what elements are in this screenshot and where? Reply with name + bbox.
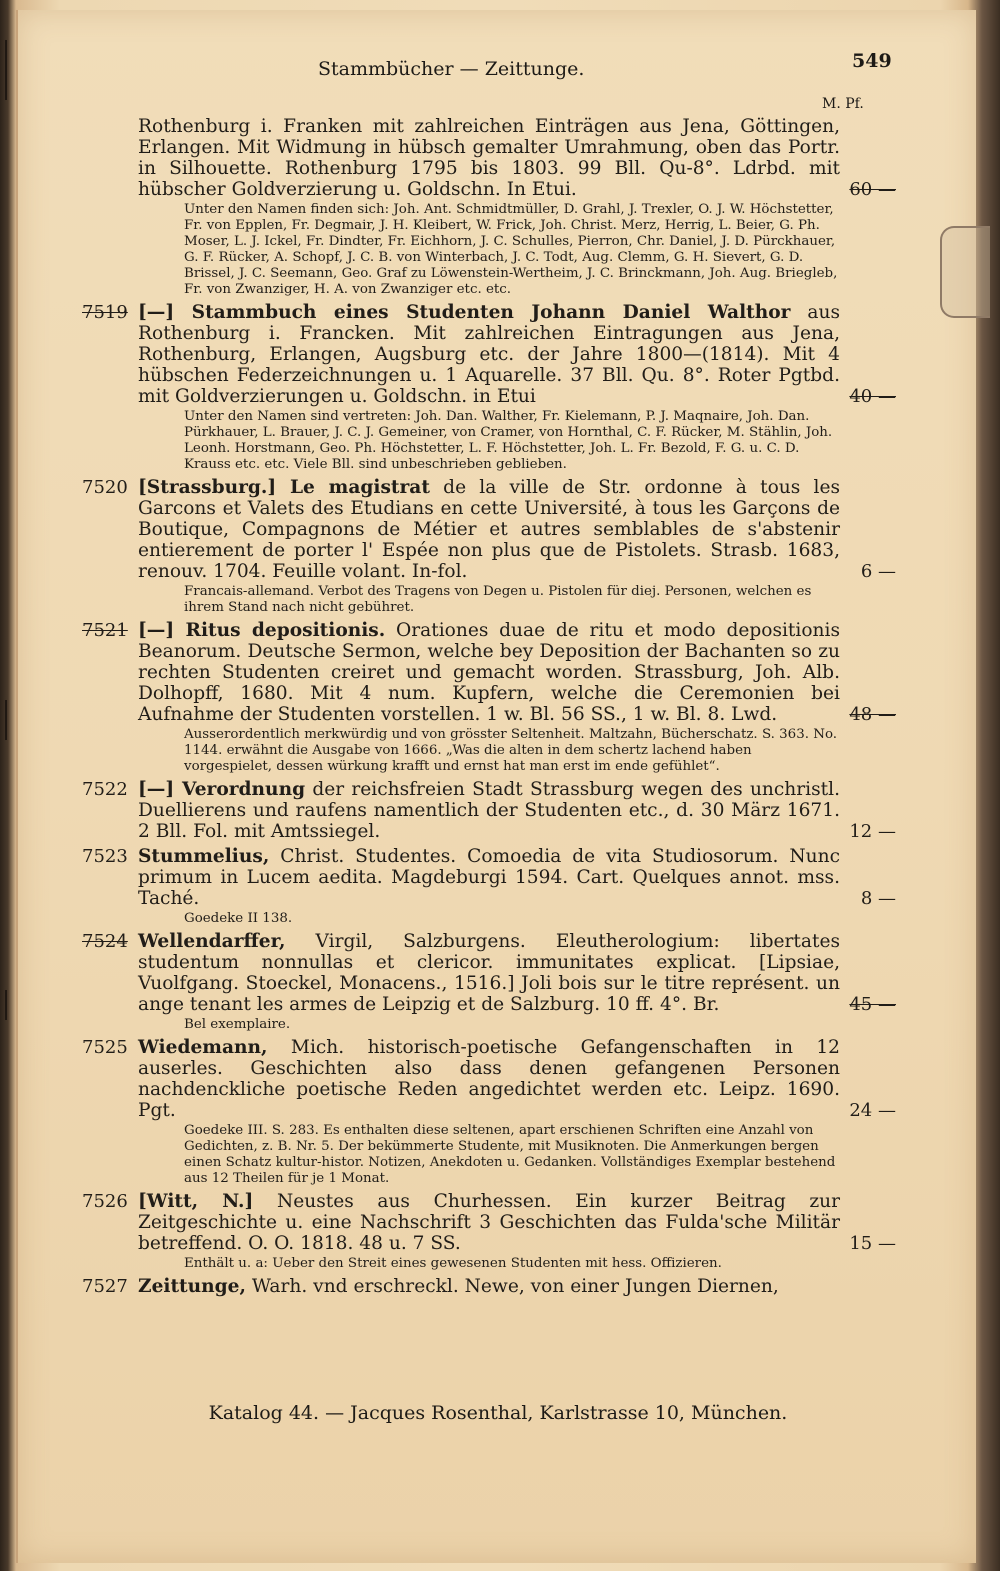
entry-price: 60 — (849, 179, 896, 200)
catalog-entry (82, 1037, 896, 1187)
catalog-entry (82, 1276, 840, 1297)
entry-description (138, 116, 840, 200)
entry-description (138, 1191, 840, 1254)
entry-note: Ausserordentlich merkwürdig und von grösster Seltenheit. Maltzahn, Bücherschatz. S. 363. No. 1144. erwähnt die Ausgabe von 1666. „Was die alten in dem schertz lachend haben vorgespielet, dessen würkung krafft und ernst hat man erst im ende gefühlet“. (184, 727, 838, 774)
catalog-entry (82, 620, 896, 775)
entry-description (138, 846, 840, 909)
entry-note: Unter den Namen finden sich: Joh. Ant. Schmidtmüller, D. Grahl, J. Trexler, O. J. W. Höchstetter, Fr. von Epplen, Fr. Degmair, J. H. Kleibert, W. Frick, Joh. Christ. Merz, Herrig, L. Beier, G. Ph. Moser, L. J. Ickel, Fr. Dindter, Fr. Eichhorn, J. C. Schulles, Pierron, Chr. Daniel, J. D. Pürckhauer, G. F. Rücker, A. Schopf, J. C. B. von Winterbach, J. C. Todt, Aug. Clemm, G. H. Sievert, G. D. Brissel, J. C. Seemann, Geo. Graf zu Löwenstein-Wertheim, J. C. Brinckmann, Joh. Aug. Briegleb, Fr. von Zwanziger, H. A. von Zwanziger etc. etc. (184, 202, 838, 297)
entry-heading: Stummelius, (138, 846, 270, 867)
lot-number: 7522 (82, 779, 128, 800)
entry-text: der reichsfreien Stadt Strassburg wegen des unchristl. Duellierens und raufens namentlich der Studenten etc., d. 30 März 1671. 2 Bll. Fol. mit Amtssiegel. (138, 779, 840, 842)
binding-edge (2, 0, 16, 1571)
entry-note: Unter den Namen sind vertreten: Joh. Dan. Walther, Fr. Kielemann, P. J. Maqnaire, Joh. Dan. Pürkhauer, L. Brauer, J. C. J. Gemeiner, von Cramer, von Hornthal, C. F. Rücker, M. Stählin, Joh. Leonh. Horstmann, Geo. Ph. Höchstetter, L. F. Höchstetter, Joh. L. Fr. Bezold, F. G. u. C. D. Krauss etc. etc. Viele Bll. sind unbeschrieben geblieben. (184, 409, 833, 472)
entry-price: 24 — (849, 1100, 896, 1121)
entry-price: 8 — (860, 888, 896, 909)
catalog-entry (82, 477, 896, 616)
entry-description (138, 302, 840, 407)
entry-heading: Zeittunge, (138, 1276, 246, 1297)
running-title: Stammbücher — Zeittunge. (318, 58, 585, 80)
lot-number: 7525 (82, 1037, 128, 1058)
entry-description (138, 1276, 840, 1297)
lot-number: 7519 (82, 302, 128, 323)
page-number: 549 (852, 50, 892, 72)
entry-heading: [Strassburg.] Le magistrat (138, 477, 430, 498)
entry-price: 6 — (860, 561, 896, 582)
entry-price: 40 — (849, 386, 896, 407)
entry-text: Virgil, Salzburgens. Eleutherologium: libertates studentum nonnullas et clericor. immunitates explicat. [Lipsiae, Vuolfgang. Stoeckel, Monacens., 1516.] Joli bois sur le titre représent. un ange tenant les armes de Leipzig et de Salzburg. 10 ff. 4°. Br. (138, 931, 840, 1015)
entry-text: de la ville de Str. ordonne à tous les Garcons et Valets des Etudians en cette Université, à tous les Garçons de Boutique, Compagnons de Métier et autres semblables de s'abstenir entierement de porter l' Espée non plus que de Pistolets. Strasb. 1683, renouv. 1704. Feuille volant. In-fol. (138, 477, 840, 582)
catalog-entry (82, 1191, 896, 1272)
lot-number: 7521 (82, 620, 128, 641)
lot-number: 7524 (82, 931, 128, 952)
entry-price: 45 — (849, 994, 896, 1015)
entry-note: Goedeke III. S. 283. Es enthalten diese seltenen, apart erschienen Schriften eine Anzahl von Gedichten, z. B. Nr. 5. Der bekümmerte Studente, mit Musiknoten. Die Anmerkungen bergen einen Schatz kultur-histor. Notizen, Anekdoten u. Gedanken. Vollständiges Exemplar bestehend aus 12 Theilen für je 1 Monat. (184, 1123, 836, 1186)
paper-clip-mark (940, 226, 990, 318)
entry-heading: Wellendarffer, (138, 931, 286, 952)
entry-price: 12 — (849, 821, 896, 842)
entry-note: Goedeke II 138. (184, 911, 293, 926)
entry-text: aus Rothenburg i. Francken. Mit zahlreichen Eintragungen aus Jena, Rothenburg, Erlangen, Augsburg etc. der Jahre 1800—(1814). Mit 4 hübschen Federzeichnungen u. 1 Aquarelle. 37 Bll. Qu. 8°. Roter Pgtbd. mit Goldverzierungen u. Goldschn. in Etui (138, 302, 840, 407)
entry-text: Christ. Studentes. Comoedia de vita Studiosorum. Nunc primum in Lucem aedita. Magdeburgi 1594. Cart. Quelques annot. mss. Taché. (138, 846, 840, 909)
lot-number: 7523 (82, 846, 128, 867)
lot-number: 7527 (82, 1276, 128, 1297)
catalog-entries (82, 116, 896, 1301)
entry-text: Warh. vnd erschreckl. Newe, von einer Jungen Diernen, (251, 1276, 779, 1297)
catalog-entry (82, 302, 896, 473)
binding-mark (5, 700, 7, 740)
binding-mark (5, 990, 7, 1020)
entry-note: Bel exemplaire. (184, 1017, 291, 1032)
lot-number: 7526 (82, 1191, 128, 1212)
entry-text: Orationes duae de ritu et modo depositionis Beanorum. Deutsche Sermon, welche bey Deposition der Bachanten so zu rechten Studenten creiret und gemacht worden. Strassburg, Joh. Alb. Dolhopff, 1680. Mit 4 num. Kupfern, welche die Ceremonien bei Aufnahme der Studenten vorstellen. 1 w. Bl. 56 SS., 1 w. Bl. 8. Lwd. (138, 620, 841, 725)
catalog-entry (82, 116, 896, 298)
catalog-entry (82, 931, 896, 1033)
catalog-entry (82, 779, 896, 842)
entry-description (138, 931, 840, 1015)
entry-text: Mich. historisch-poetische Gefangenschaften in 12 auserles. Geschichten also dass denen gefangenen Personen nachdenckliche poetische Reden angedichtet werden etc. Leipz. 1690. Pgt. (138, 1037, 840, 1121)
entry-heading: [—] Stammbuch eines Studenten Johann Daniel Walthor (138, 302, 791, 323)
catalog-entry (82, 846, 896, 927)
page-footer: Katalog 44. — Jacques Rosenthal, Karlstrasse 10, München. (208, 1402, 788, 1424)
entry-description (138, 620, 840, 725)
entry-text: Neustes aus Churhessen. Ein kurzer Beitrag zur Zeitgeschichte u. eine Nachschrift 3 Geschichten das Fulda'sche Militär betreffend. O. O. 1818. 48 u. 7 SS. (138, 1191, 840, 1254)
entry-price: 48 — (849, 704, 896, 725)
entry-price: 15 — (849, 1233, 896, 1254)
lot-number: 7520 (82, 477, 128, 498)
binding-mark (5, 40, 7, 100)
entry-text: Rothenburg i. Franken mit zahlreichen Einträgen aus Jena, Göttingen, Erlangen. Mit Widmung in hübsch gemalter Umrahmung, oben das Portr. in Silhouette. Rothenburg 1795 bis 1803. 99 Bll. Qu-8°. Ldrbd. mit hübscher Goldverzierung u. Goldschn. In Etui. (138, 116, 840, 200)
currency-column-label: M. Pf. (822, 96, 864, 112)
entry-description (138, 1037, 840, 1121)
entry-heading: [—] Ritus depositionis. (138, 620, 386, 641)
entry-description (138, 477, 840, 582)
entry-description (138, 779, 840, 842)
entry-note: Francais-allemand. Verbot des Tragens von Degen u. Pistolen für diej. Personen, welchen es ihrem Stand nach nicht gebühret. (184, 584, 812, 615)
entry-note: Enthält u. a: Ueber den Streit eines gewesenen Studenten mit hess. Offizieren. (184, 1256, 722, 1271)
entry-heading: [Witt, N.] (138, 1191, 254, 1212)
entry-heading: Wiedemann, (138, 1037, 268, 1058)
entry-heading: [—] Verordnung (138, 779, 306, 800)
